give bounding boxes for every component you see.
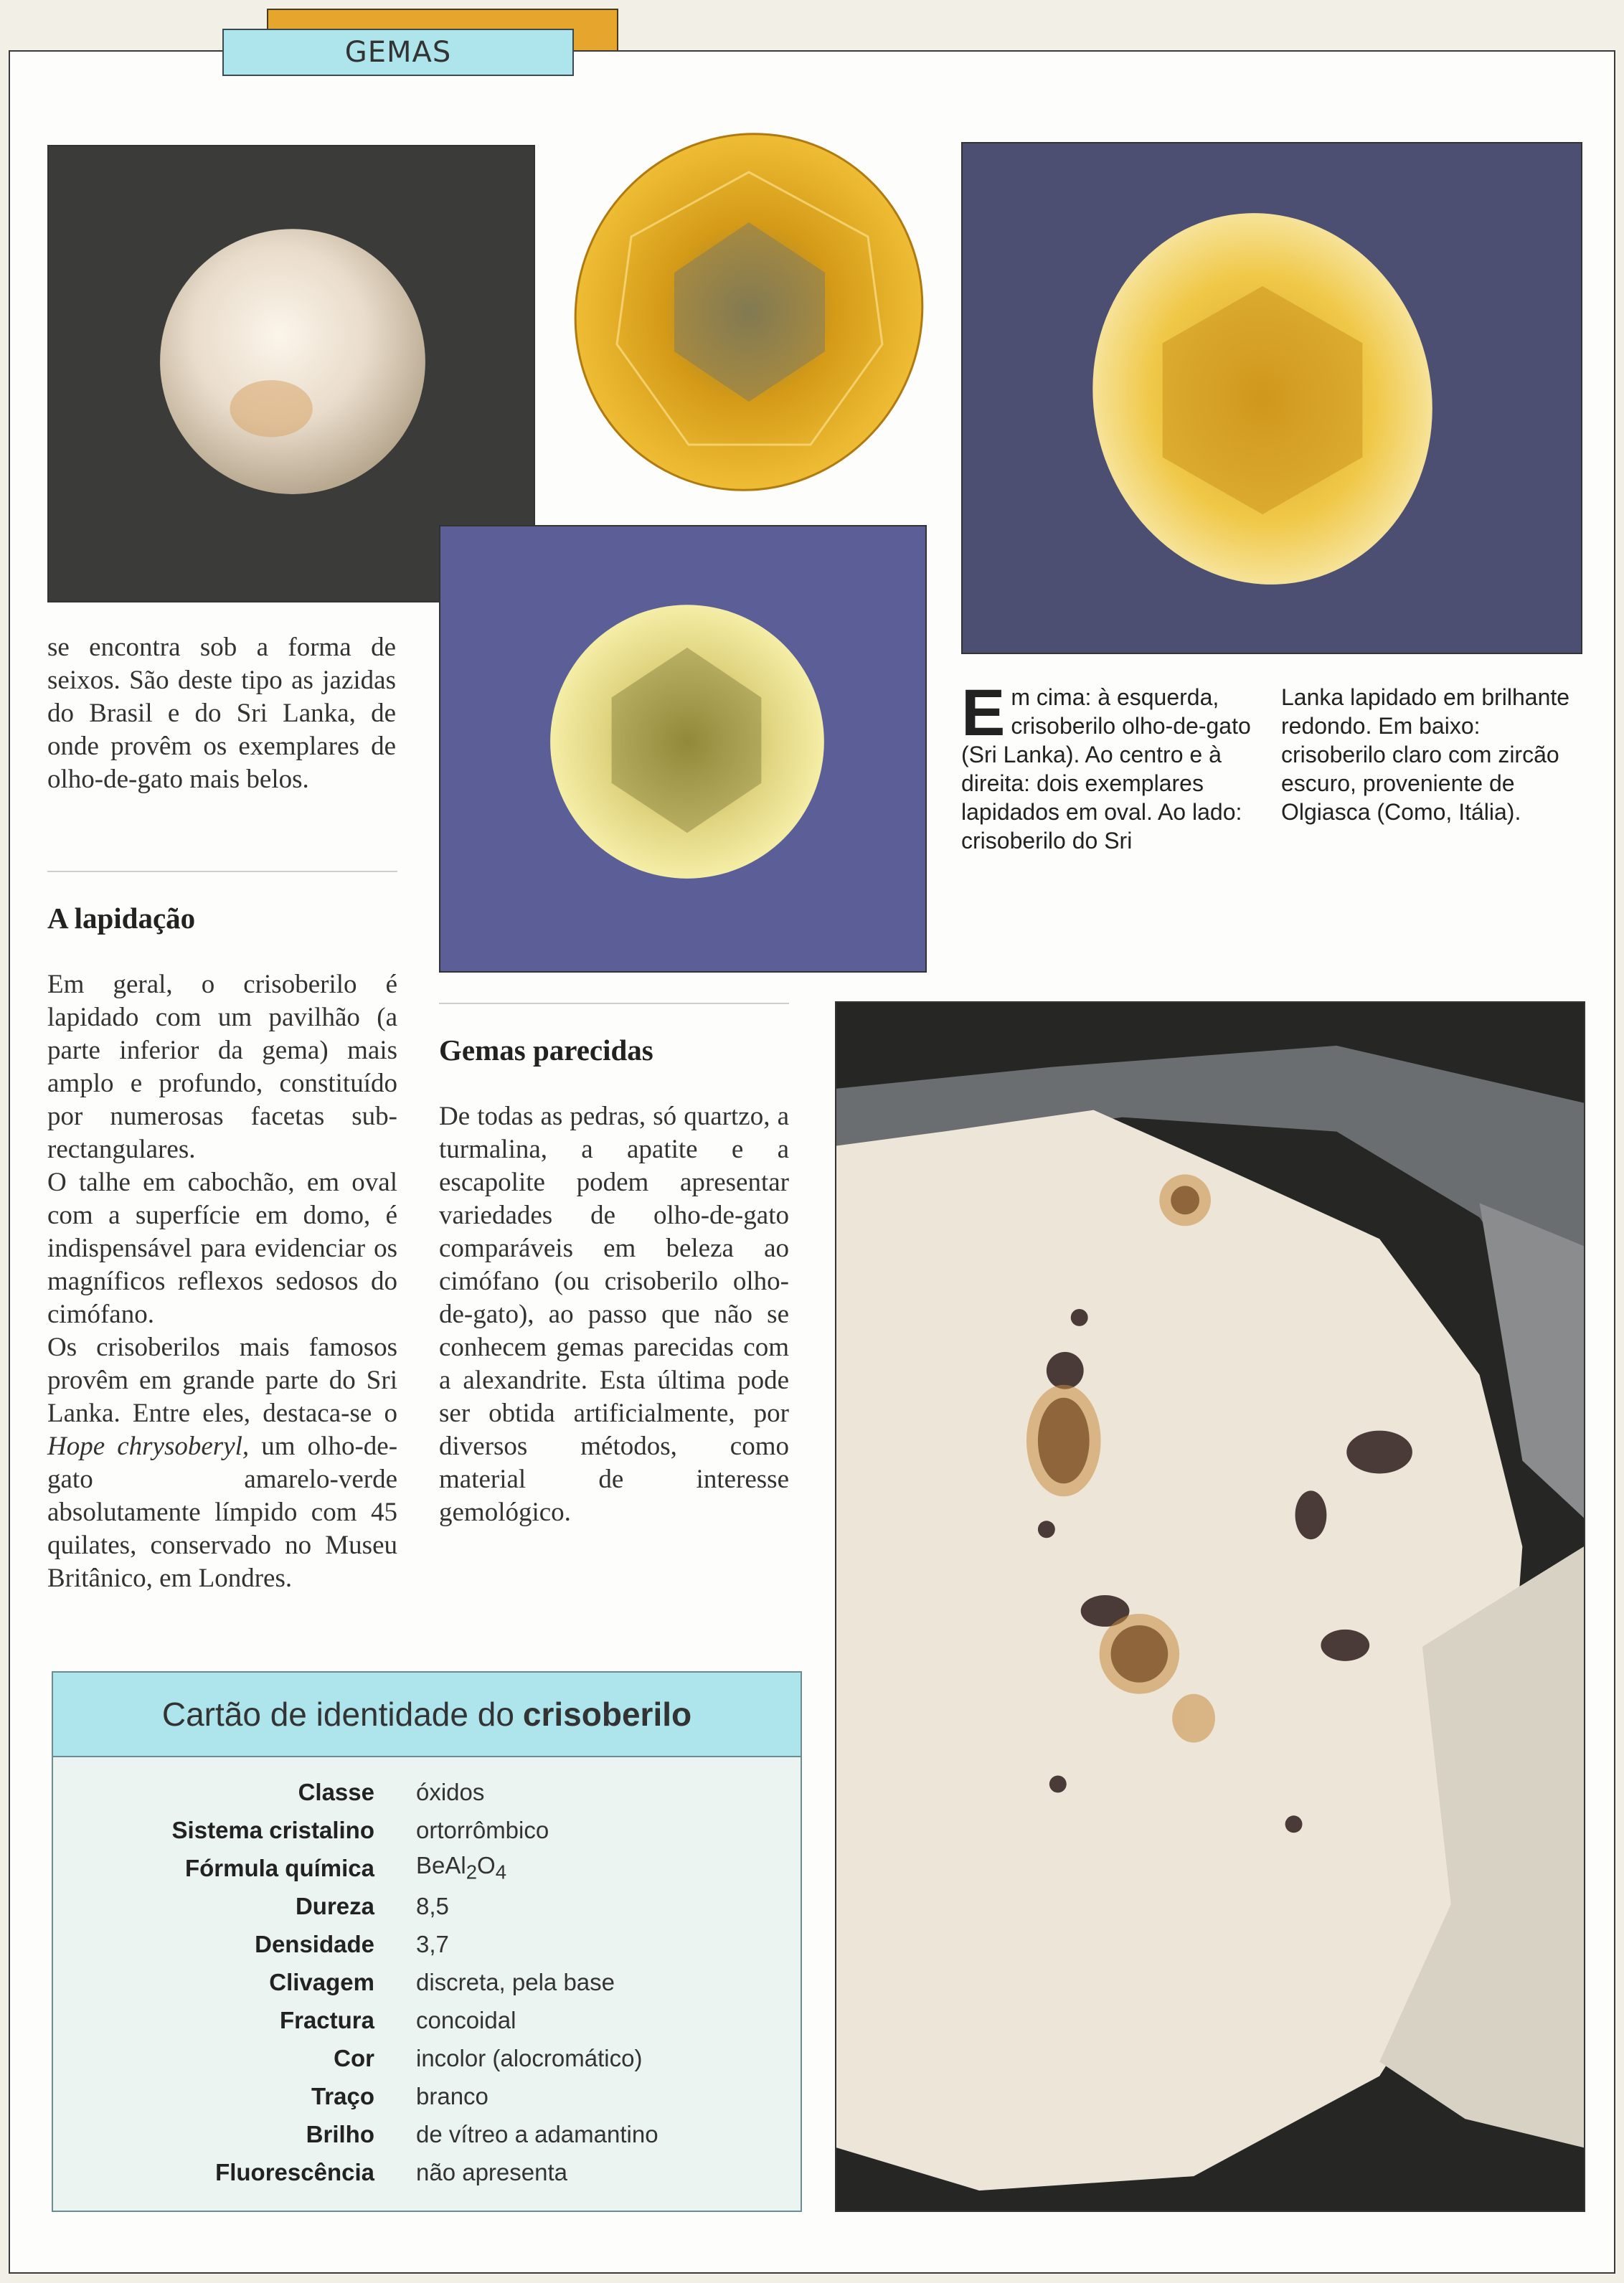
card-key: Classe [298,1778,374,1805]
heading-lapidacao: A lapidação [47,902,196,935]
card-value: não apresenta [416,2158,568,2185]
photo-crystal-in-matrix [835,1001,1585,2212]
card-key: Fluorescência [215,2158,374,2185]
card-value: de vítreo a adamantino [416,2120,658,2147]
formula-sub: 4 [495,1861,506,1883]
divider-left [47,871,397,872]
card-row-cor [53,2039,801,2077]
lapidacao-p3-italic: Hope chrysoberyl, [47,1432,250,1461]
card-value: branco [416,2082,488,2109]
caption-column-1: m cima: à esquerda, crisoberilo olho-de-gato (Sri Lanka). Ao centro e à direita: dois exemplares lapidados em oval. Ao lado: crisoberilo do Sri [961,684,1251,854]
card-value-formula [374,1852,506,1884]
photo-round-brilliant-gem [439,525,927,973]
identity-card-title-mineral: crisoberilo [522,1696,692,1733]
card-row-classe [53,1773,801,1811]
lapidacao-paragraph-3 [47,1331,397,1595]
intro-paragraph: se encontra sob a forma de seixos. São deste tipo as jazidas do Brasil e do Sri Lanka, de onde provêm os exemplares de olho-de-gato mais belos. [47,633,396,794]
divider-middle [439,1003,789,1004]
formula-sub: 2 [466,1861,478,1883]
card-value: concoidal [416,2006,516,2033]
card-value: ortorrômbico [416,1816,549,1843]
card-key: Traço [311,2082,374,2109]
card-row-brilho [53,2115,801,2153]
card-key: Cor [334,2044,374,2071]
formula-part: O [477,1852,496,1879]
card-row-dureza [53,1887,801,1925]
card-row-traco [53,2077,801,2115]
card-row-sistema [53,1811,801,1849]
card-value: 8,5 [416,1892,449,1919]
lapidacao-text [47,968,397,1595]
identity-card-rows [53,1757,801,2191]
identity-card [52,1671,802,2212]
card-key: Brilho [306,2120,374,2147]
lapidacao-paragraph-1: Em geral, o crisoberilo é lapidado com um pavilhão (a parte inferior da gema) mais amplo e profundo, constituído por numerosas facetas sub-rectangulares. [47,970,397,1164]
photo-oval-light-gem [961,142,1582,654]
card-key: Clivagem [269,1968,374,1995]
card-row-formula [53,1849,801,1887]
card-row-fluorescencia [53,2153,801,2191]
card-value: incolor (alocromático) [416,2044,643,2071]
card-key: Fractura [279,2006,374,2033]
gemas-parecidas-text: De todas as pedras, só quartzo, a turmalina, a apatite e a escapolite podem apresentar variedades de olho-de-gato comparáveis em beleza ao cimófano (ou crisoberilo olho-de-gato), ao passo que não se conhecem gemas parecidas com a alexandrite. Esta última pode ser obtida artificialmente, por diversos métodos, como material de interesse gemológico. [439,1102,789,1527]
caption-dropcap: E [961,676,1006,750]
card-value: óxidos [416,1778,485,1805]
identity-card-title-prefix: Cartão de identidade do [161,1696,514,1733]
lapidacao-paragraph-2: O talhe em cabochão, em oval com a superfície em domo, é indispensável para evidenciar os magníficos reflexos sedosos do cimófano. [47,1168,397,1329]
lapidacao-p3-end: um olho-de-gato amarelo-verde absolutamente límpido com 45 quilates, conservado no Museu Britânico, em Londres. [47,1432,398,1593]
heading-gemas-parecidas: Gemas parecidas [439,1034,653,1067]
card-key: Fórmula química [184,1854,374,1881]
card-row-clivagem [53,1963,801,2001]
section-label: GEMAS [222,29,574,76]
card-value: 3,7 [416,1930,449,1957]
card-row-densidade [53,1925,801,1963]
card-row-fractura [53,2001,801,2039]
card-key: Densidade [255,1930,374,1957]
identity-card-title [53,1673,801,1757]
photo-caption [961,676,1262,855]
card-key: Dureza [295,1892,374,1919]
card-key: Sistema cristalino [171,1816,374,1843]
formula-part: BeAl [416,1852,466,1879]
photo-caption-continued: Lanka lapidado em brilhante redondo. Em baixo: crisoberilo claro com zircão escuro, proveniente de Olgiasca (Como, Itália). [1281,684,1570,825]
card-value: discreta, pela base [416,1968,615,1995]
lapidacao-p3-start: Os crisoberilos mais famosos provêm em grande parte do Sri Lanka. Entre eles, destaca-se o [47,1333,397,1428]
photo-oval-faceted-gem [567,129,931,495]
